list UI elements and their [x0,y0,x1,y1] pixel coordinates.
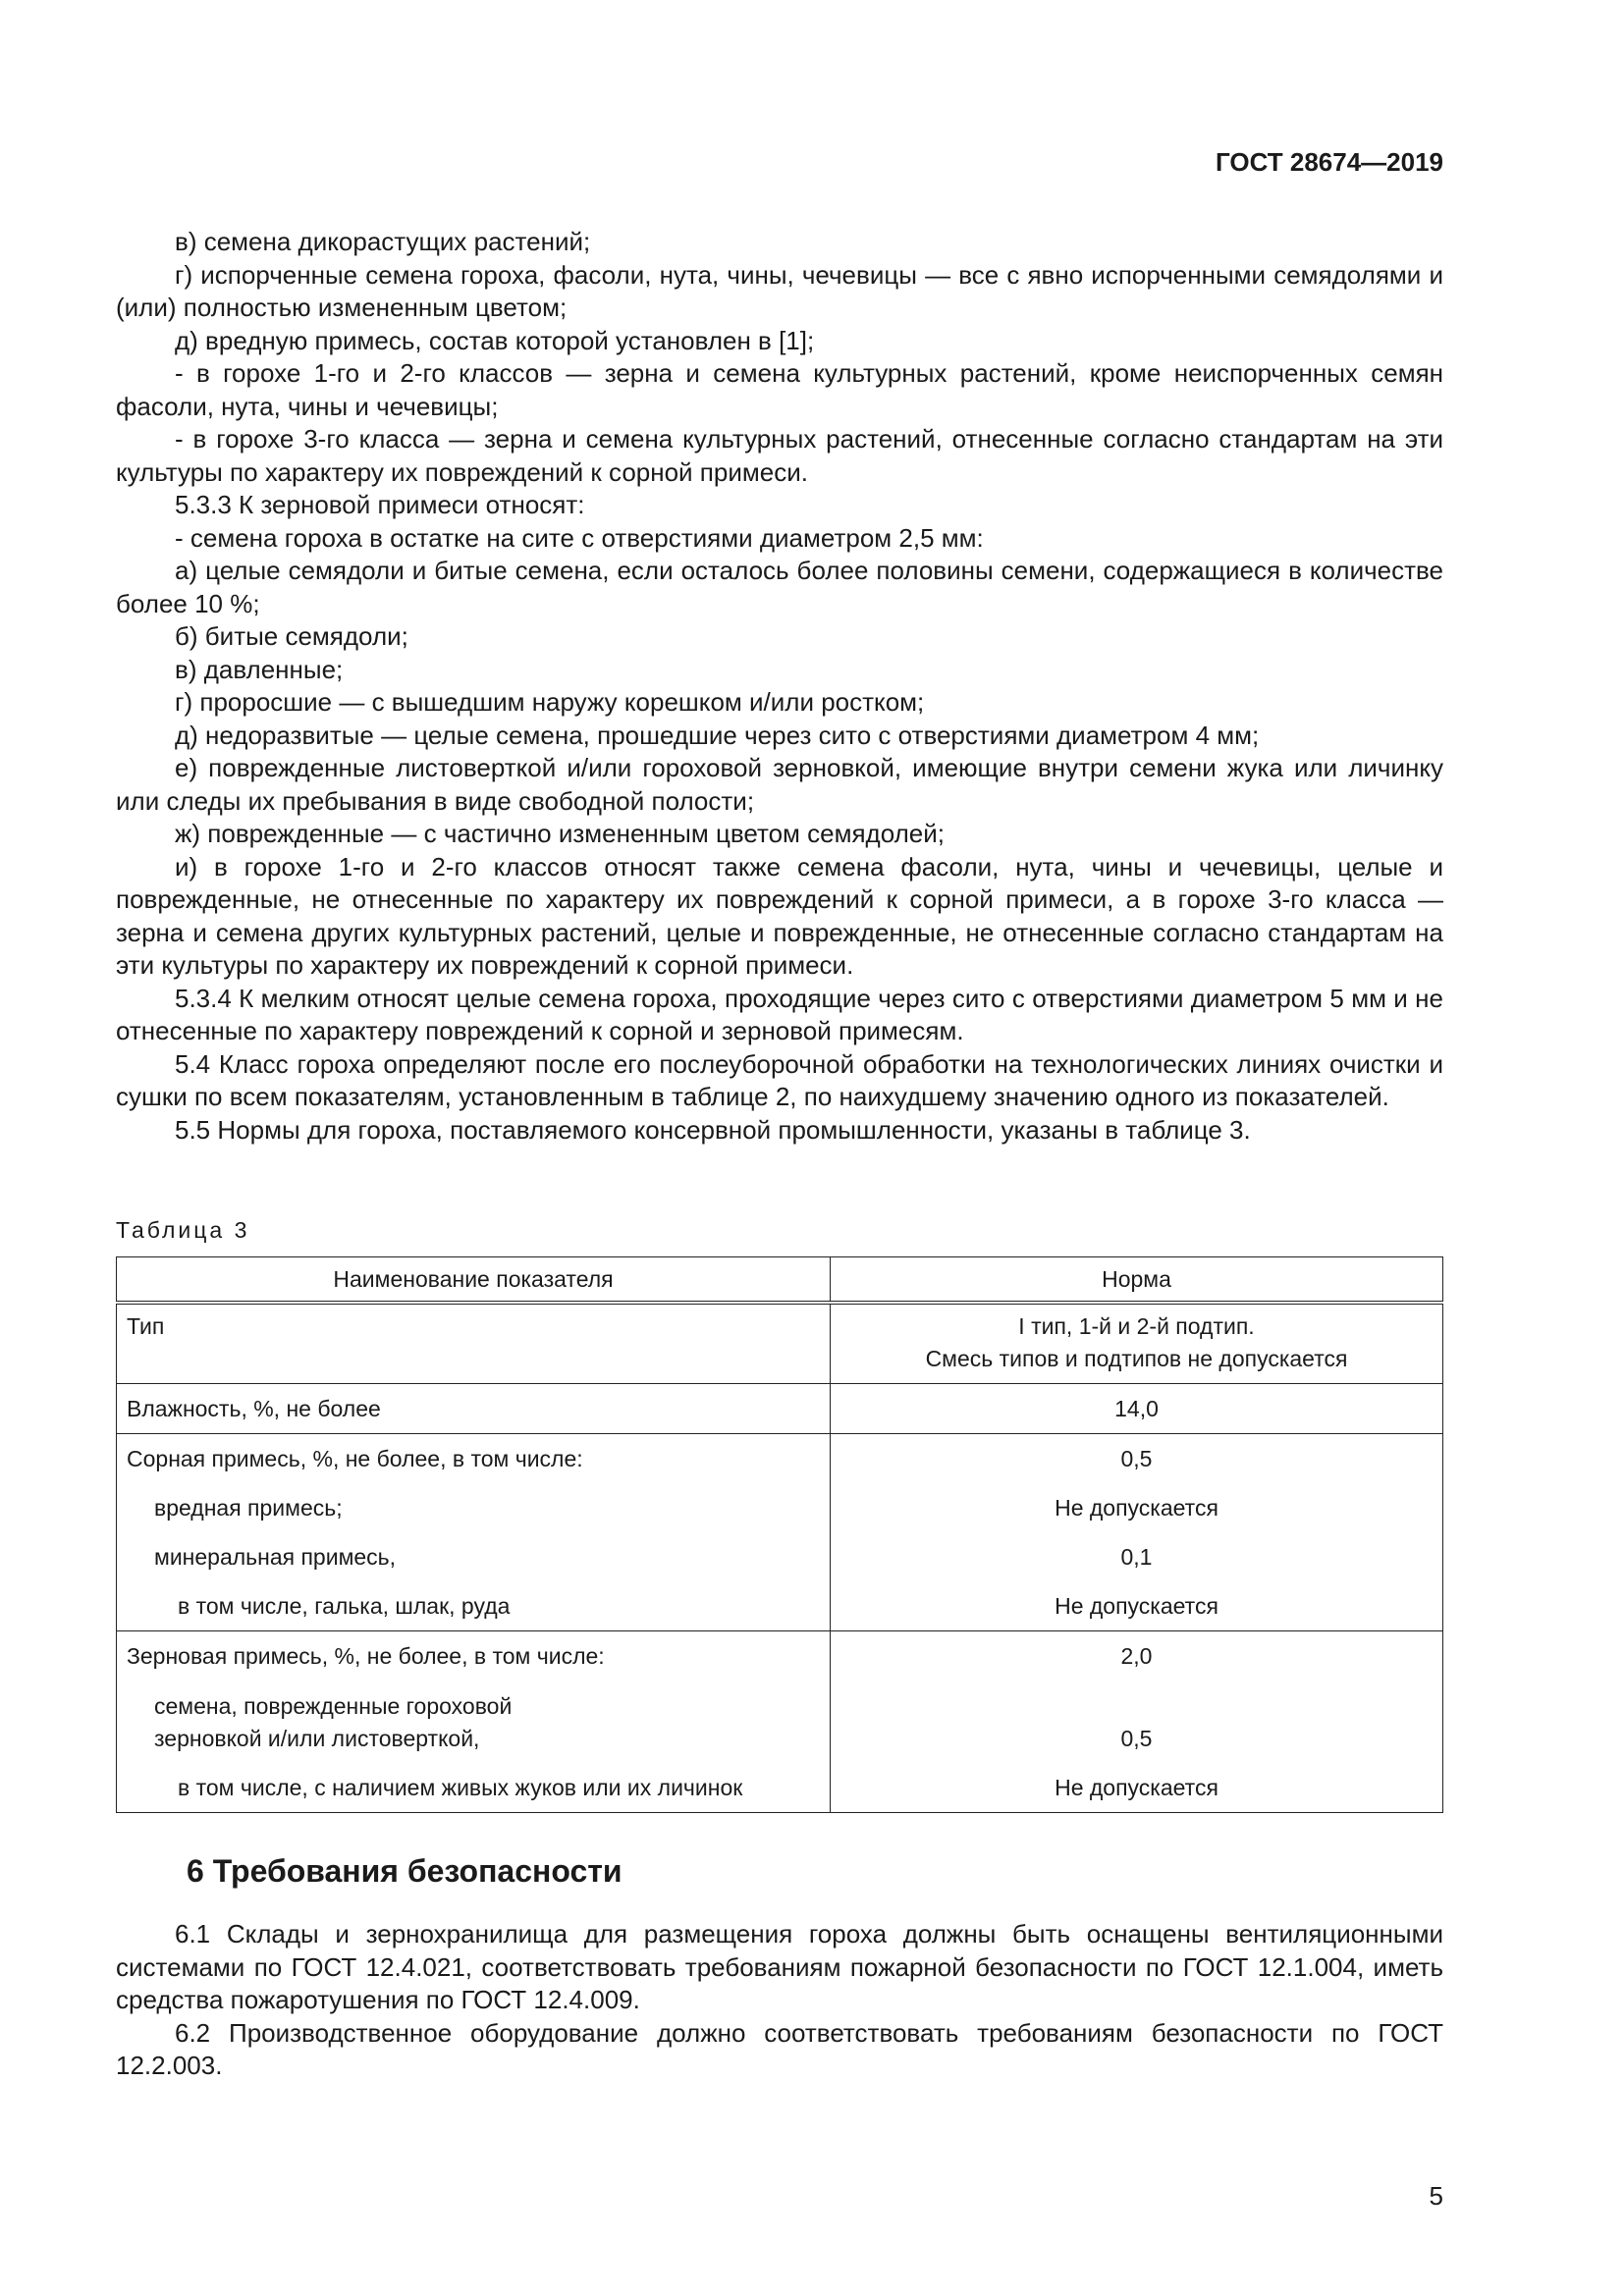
body-text [116,226,1443,1147]
paragraph: и) в горохе 1-го и 2-го классов относят также семена фасоли, нута, чины и чечевицы, целые и поврежденные, не отнесенные по характеру их повреждений к сорной примеси, а в горохе 3-го класса — зерна и семена других культурных растений, целые и поврежденные, не отнесенные согласно стандартам на эти культуры по характеру их повреждений к сорной примеси. [116,851,1443,980]
paragraph: 5.3.3 К зерновой примеси относят: [175,490,585,519]
section-text [116,1918,1443,2083]
cell-harmful-value: Не допускается [1055,1495,1218,1521]
cell-damaged-value: 0,5 [1120,1726,1153,1751]
table-row-moisture [117,1384,1443,1434]
paragraph: - в горохе 1-го и 2-го классов — зерна и семена культурных растений, кроме неиспорченных семян фасоли, нута, чины и чечевицы; [116,358,1443,421]
paragraph: в) давленные; [175,654,344,684]
paragraph: б) битые семядоли; [175,621,408,651]
table-row-weed-pebble [117,1581,1443,1631]
cell-live-value: Не допускается [1055,1775,1218,1800]
cell-weed-value: 0,5 [1120,1446,1153,1471]
paragraph: а) целые семядоли и битые семена, если осталось более половины семени, содержащиеся в количестве более 10 %; [116,556,1443,618]
table-row-weed [117,1434,1443,1484]
paragraph: г) проросшие — с вышедшим наружу корешком и/или ростком; [175,687,925,717]
paragraph: - семена гороха в остатке на сите с отверстиями диаметром 2,5 мм: [175,522,984,553]
paragraph: д) вредную примесь, состав которой установлен в [1]; [175,325,815,355]
paragraph: 6.1 Склады и зернохранилища для размещения гороха должны быть оснащены вентиляционными системами по ГОСТ 12.4.021, соответствовать требованиям пожарной безопасности по ГОСТ 12.1.004, иметь средства пожаротушения по ГОСТ 12.4.009. [116,1919,1443,2014]
cell-live-name: в том числе, с наличием живых жуков или их личинок [178,1775,743,1800]
cell-type-name: Тип [127,1313,165,1339]
paragraph: 6.2 Производственное оборудование должно соответствовать требованиям безопасности по ГОСТ 12.2.003. [116,2017,1443,2080]
cell-moisture-name: Влажность, %, не более [127,1396,381,1421]
paragraph: - в горохе 3-го класса — зерна и семена культурных растений, отнесенные согласно стандартам на эти культуры по характеру их повреждений к сорной примеси. [116,424,1443,487]
paragraph: 5.4 Класс гороха определяют после его послеуборочной обработки на технологических линиях очистки и сушки по всем показателям, установленным в таблице 2, по наихудшему значению одного из показателей. [116,1048,1443,1111]
cell-moisture-value: 14,0 [1114,1396,1159,1421]
table-row-grain-live [117,1763,1443,1813]
paragraph: 5.3.4 К мелким относят целые семена гороха, проходящие через сито с отверстиями диаметром 5 мм и не отнесенные по характеру повреждений к сорной и зерновой примесям. [116,983,1443,1045]
cell-type-value-2: Смесь типов и подтипов не допускается [925,1346,1348,1371]
table-row-grain-damaged [117,1681,1443,1763]
paragraph: 5.5 Нормы для гороха, поставляемого консервной промышленности, указаны в таблице 3. [175,1114,1251,1145]
cell-pebble-name: в том числе, галька, шлак, руда [178,1593,511,1619]
paragraph: в) семена дикорастущих растений; [175,227,591,256]
cell-harmful-name: вредная примесь; [154,1495,343,1521]
cell-grain-name: Зерновая примесь, %, не более, в том числе: [127,1643,605,1669]
cell-damaged-name-2: зерновкой и/или листоверткой, [154,1726,480,1751]
table-caption: Таблица 3 [116,1217,250,1243]
page-number: 5 [1429,2181,1443,2211]
section-heading: 6 Требования безопасности [187,1853,623,1889]
cell-type-value-1: I тип, 1-й и 2-й подтип. [1018,1313,1255,1339]
cell-weed-name: Сорная примесь, %, не более, в том числе: [127,1446,583,1471]
document-header: ГОСТ 28674—2019 [1216,147,1443,177]
cell-mineral-name: минеральная примесь, [154,1544,397,1570]
paragraph: д) недоразвитые — целые семена, прошедшие через сито с отверстиями диаметром 4 мм; [175,720,1260,750]
cell-grain-value: 2,0 [1120,1643,1153,1669]
cell-damaged-name-1: семена, поврежденные гороховой [154,1693,513,1719]
cell-mineral-value: 0,1 [1120,1544,1153,1570]
table-row-grain [117,1631,1443,1682]
table-header-row [117,1257,1443,1304]
norms-table [116,1256,1443,1813]
paragraph: ж) поврежденные — с частично измененным цветом семядолей; [175,819,945,848]
paragraph: г) испорченные семена гороха, фасоли, нута, чины, чечевицы — все с явно испорченными семядолями и (или) полностью измененным цветом; [116,259,1443,322]
table-row-type [117,1303,1443,1384]
paragraph: е) поврежденные листоверткой и/или гороховой зерновкой, имеющие внутри семени жука или личинку или следы их пребывания в виде свободной полости; [116,753,1443,816]
column-header-norm: Норма [831,1257,1443,1304]
table-row-weed-harmful [117,1483,1443,1532]
table-row-weed-mineral [117,1532,1443,1581]
cell-pebble-value: Не допускается [1055,1593,1218,1619]
column-header-indicator: Наименование показателя [117,1257,831,1304]
